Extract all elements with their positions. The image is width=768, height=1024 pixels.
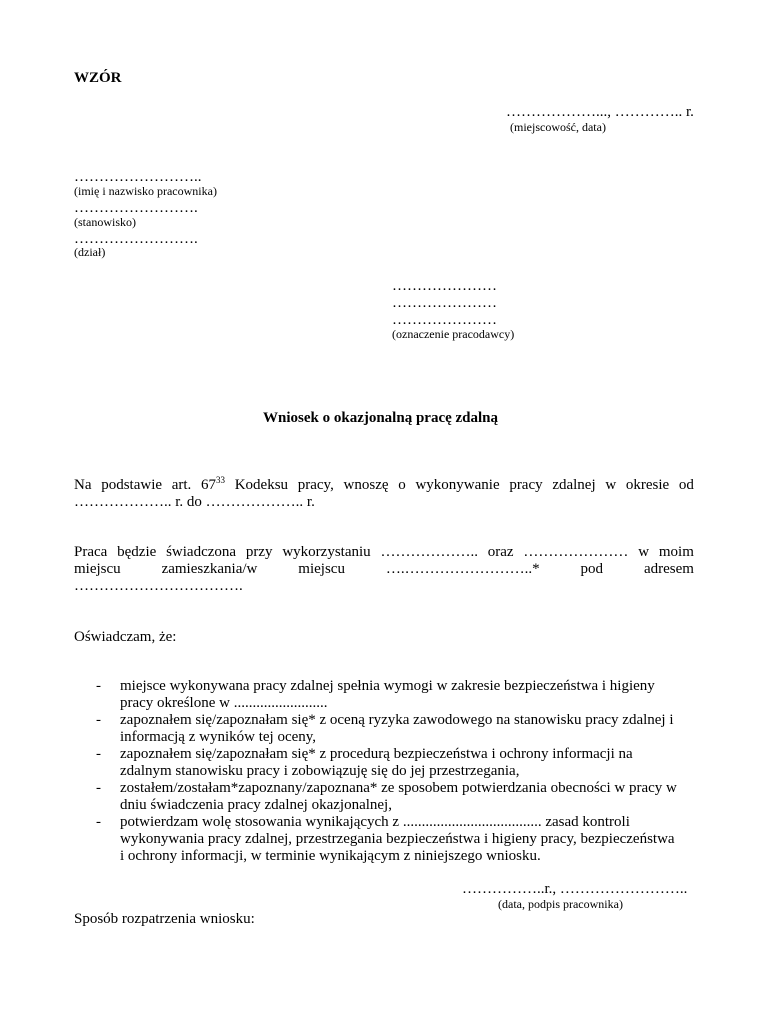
declaration-item bbox=[74, 678, 714, 712]
declaration-text: zapoznałem się/zapoznałam się* z procedurą bezpieczeństwa i ochrony informacji na bbox=[120, 746, 633, 762]
document-title: Wniosek o okazjonalną pracę zdalną bbox=[263, 410, 499, 426]
declaration-text: zapoznałem się/zapoznałam się* z oceną ryzyka zawodowego na stanowisku pracy zdalnej i bbox=[120, 712, 674, 728]
declaration-item bbox=[74, 780, 714, 814]
declaration-text: pracy określone w ......................... bbox=[120, 695, 328, 711]
employer-label: (oznaczenie pracodawcy) bbox=[392, 327, 515, 341]
dash-bullet: - bbox=[96, 780, 101, 796]
word: ……………….. bbox=[380, 544, 478, 560]
dash-bullet: - bbox=[96, 712, 101, 728]
word: będzie bbox=[117, 544, 157, 560]
word: Kodeksu bbox=[234, 477, 289, 493]
declaration-text: informacją z wyników tej oceny, bbox=[120, 729, 317, 745]
word: w bbox=[638, 544, 650, 560]
employee-name-field: …………………….. bbox=[74, 169, 202, 185]
workplace-paragraph bbox=[74, 544, 694, 595]
declaration-text: i ochrony informacji, w terminie wynikającym z niniejszego wniosku. bbox=[120, 848, 541, 864]
place-date-label: (miejscowość, data) bbox=[510, 120, 606, 134]
declaration-text: dniu świadczenia pracy zdalnej okazjonalnej, bbox=[120, 797, 392, 813]
employee-position-field: ……………………. bbox=[74, 200, 198, 216]
request-line-2: ……………….. r. do ……………….. r. bbox=[74, 494, 315, 510]
request-paragraph bbox=[74, 477, 694, 511]
request-line-1 bbox=[74, 477, 694, 494]
word: przy bbox=[245, 544, 273, 560]
word: moim bbox=[658, 544, 694, 560]
word: zamieszkania/w bbox=[161, 561, 258, 577]
word: pod bbox=[580, 561, 604, 577]
consideration-label: Sposób rozpatrzenia wniosku: bbox=[74, 911, 255, 927]
dash-bullet: - bbox=[96, 814, 101, 830]
declaration-text: potwierdzam wolę stosowania wynikających z ..................................... zasad kontroli bbox=[120, 814, 630, 830]
word: od bbox=[678, 477, 694, 493]
word: o bbox=[398, 477, 406, 493]
word: zdalnej bbox=[552, 477, 596, 493]
declaration-item bbox=[74, 746, 714, 780]
word: miejscu bbox=[74, 561, 121, 577]
workplace-line-3: ……………………………. bbox=[74, 578, 243, 594]
word: pracy bbox=[509, 477, 543, 493]
word: wykonywanie bbox=[415, 477, 500, 493]
word: okresie bbox=[625, 477, 670, 493]
word: oraz bbox=[487, 544, 514, 560]
word: adresem bbox=[643, 561, 694, 577]
employer-line: ………………… bbox=[392, 278, 497, 294]
word: Na bbox=[74, 477, 92, 493]
employer-line: ………………… bbox=[392, 295, 497, 311]
word: miejscu bbox=[298, 561, 345, 577]
word: ….……………………..* bbox=[385, 561, 540, 577]
word: wykorzystaniu bbox=[282, 544, 371, 560]
declaration-item bbox=[74, 712, 714, 746]
word: wnoszę bbox=[343, 477, 389, 493]
declaration-text: miejsce wykonywana pracy zdalnej spełnia wymogi w zakresie bezpieczeństwa i higieny bbox=[120, 678, 655, 694]
dash-bullet: - bbox=[96, 746, 101, 762]
employee-name-label: (imię i nazwisko pracownika) bbox=[74, 184, 217, 198]
declaration-text: zdalnym stanowisku pracy i zobowiązuję się do jej przestrzegania, bbox=[120, 763, 520, 779]
article-reference: 6733 bbox=[201, 475, 226, 493]
declaration-item bbox=[74, 814, 714, 865]
employee-position-label: (stanowisko) bbox=[74, 215, 136, 229]
word: Praca bbox=[74, 544, 108, 560]
dash-bullet: - bbox=[96, 678, 101, 694]
declaration-text: zostałem/zostałam*zapoznany/zapoznana* ze sposobem potwierdzania obecności w pracy w bbox=[120, 780, 677, 796]
employee-department-field: ……………………. bbox=[74, 231, 198, 247]
word: w bbox=[605, 477, 617, 493]
word: art. bbox=[171, 477, 192, 493]
workplace-line-2 bbox=[74, 561, 694, 578]
template-label: WZÓR bbox=[74, 70, 122, 86]
article-number: 67 bbox=[201, 477, 217, 493]
workplace-line-1 bbox=[74, 544, 694, 561]
employer-line: ………………… bbox=[392, 312, 497, 328]
word: świadczona bbox=[166, 544, 237, 560]
word: pracy, bbox=[297, 477, 334, 493]
word: podstawie bbox=[101, 477, 163, 493]
declaration-intro: Oświadczam, że: bbox=[74, 629, 177, 645]
word: ………………… bbox=[523, 544, 629, 560]
signature-label: (data, podpis pracownika) bbox=[498, 897, 623, 911]
declaration-list bbox=[74, 678, 714, 865]
place-date-field: ………………..., ………….. r. bbox=[506, 104, 694, 120]
employee-department-label: (dział) bbox=[74, 245, 106, 259]
signature-field: ……………..r., …………………….. bbox=[462, 881, 688, 897]
declaration-text: wykonywania pracy zdalnej, przestrzegania bezpieczeństwa i higieny pracy, bezpieczeństwa bbox=[120, 831, 675, 847]
